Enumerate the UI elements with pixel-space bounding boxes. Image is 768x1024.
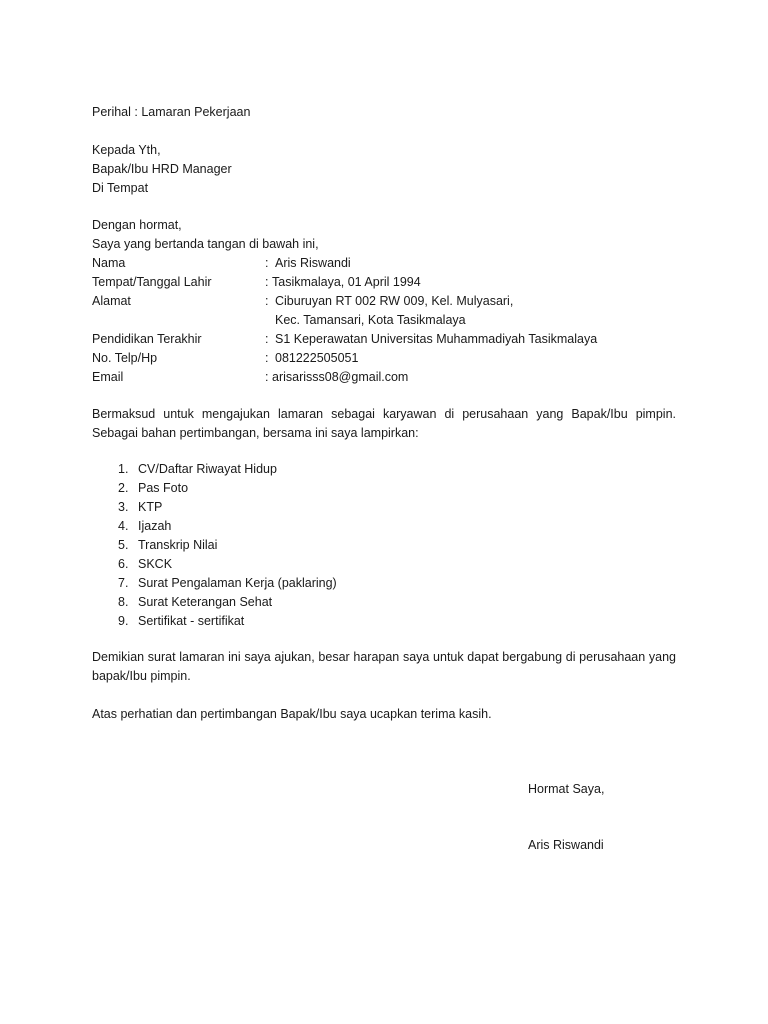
list-item-text: SKCK	[138, 557, 173, 571]
list-item-text: CV/Daftar Riwayat Hidup	[138, 462, 277, 476]
recipient-name: Bapak/Ibu HRD Manager	[92, 162, 232, 176]
field-separator: :	[265, 332, 269, 346]
greeting: Dengan hormat,	[92, 218, 182, 232]
field-label: No. Telp/Hp	[92, 351, 158, 365]
recipient-salutation: Kepada Yth,	[92, 143, 161, 157]
field-value: Tasikmalaya, 01 April 1994	[272, 275, 421, 289]
field-separator: :	[265, 275, 269, 289]
list-item-number: 1.	[118, 462, 129, 476]
list-item-text: Surat Pengalaman Kerja (paklaring)	[138, 576, 337, 590]
field-value: Aris Riswandi	[275, 256, 351, 270]
list-item-number: 2.	[118, 481, 129, 495]
list-item	[118, 460, 337, 479]
intro-sentence: Saya yang bertanda tangan di bawah ini,	[92, 237, 319, 251]
list-item-number: 3.	[118, 500, 129, 514]
field-label: Email	[92, 370, 124, 384]
field-label: Pendidikan Terakhir	[92, 332, 202, 346]
list-item-text: Transkrip Nilai	[138, 538, 218, 552]
list-item-number: 8.	[118, 595, 129, 609]
list-item-text: Surat Keterangan Sehat	[138, 595, 273, 609]
list-item-number: 5.	[118, 538, 129, 552]
list-item-text: KTP	[138, 500, 163, 514]
purpose-paragraph: Bermaksud untuk mengajukan lamaran sebagai karyawan di perusahaan yang Bapak/Ibu pimpin. Sebagai bahan pertimbangan, bersama ini saya lampirkan:	[92, 407, 676, 440]
list-item-text: Sertifikat - sertifikat	[138, 614, 245, 628]
closing-paragraph: Demikian surat lamaran ini saya ajukan, besar harapan saya untuk dapat bergabung di perusahaan yang bapak/Ibu pimpin.	[92, 650, 676, 683]
field-value-continued: Kec. Tamansari, Kota Tasikmalaya	[275, 313, 466, 327]
complimentary-close: Hormat Saya,	[528, 782, 605, 796]
list-item	[118, 593, 337, 612]
list-item	[118, 612, 337, 631]
field-label: Alamat	[92, 294, 131, 308]
field-separator: :	[265, 256, 269, 270]
recipient-place: Di Tempat	[92, 181, 149, 195]
field-label: Tempat/Tanggal Lahir	[92, 275, 212, 289]
field-separator: :	[265, 294, 269, 308]
list-item-number: 7.	[118, 576, 129, 590]
field-separator: :	[265, 370, 269, 384]
attachment-list	[118, 460, 337, 631]
list-item-text: Ijazah	[138, 519, 172, 533]
list-item	[118, 574, 337, 593]
field-value: 081222505051	[275, 351, 359, 365]
signer-name: Aris Riswandi	[528, 838, 604, 852]
subject-line: Perihal : Lamaran Pekerjaan	[92, 105, 251, 119]
list-item	[118, 498, 337, 517]
list-item-number: 4.	[118, 519, 129, 533]
field-value: Ciburuyan RT 002 RW 009, Kel. Mulyasari,	[275, 294, 514, 308]
field-value: S1 Keperawatan Universitas Muhammadiyah Tasikmalaya	[275, 332, 598, 346]
list-item	[118, 517, 337, 536]
list-item	[118, 479, 337, 498]
list-item	[118, 555, 337, 574]
list-item-number: 9.	[118, 614, 129, 628]
list-item	[118, 536, 337, 555]
field-separator: :	[265, 351, 269, 365]
list-item-number: 6.	[118, 557, 129, 571]
field-value: arisarisss08@gmail.com	[272, 370, 409, 384]
thanks-paragraph: Atas perhatian dan pertimbangan Bapak/Ibu saya ucapkan terima kasih.	[92, 707, 492, 721]
list-item-text: Pas Foto	[138, 481, 189, 495]
field-label: Nama	[92, 256, 126, 270]
